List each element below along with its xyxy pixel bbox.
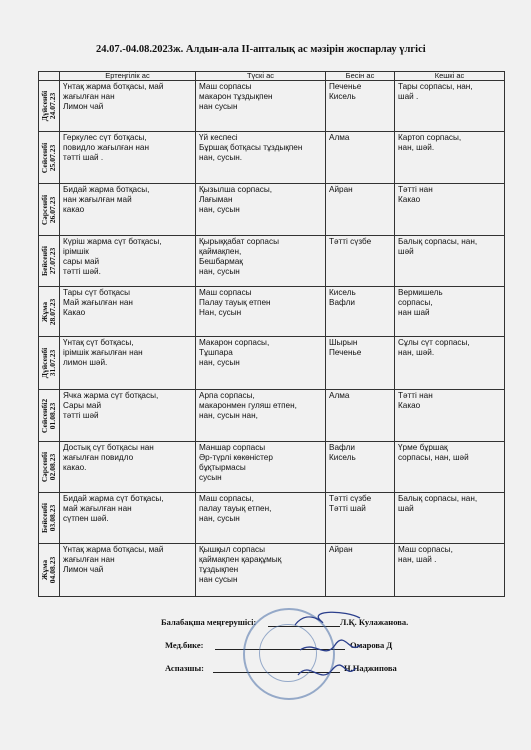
- dinner-line: шай: [398, 504, 414, 513]
- handwritten-signature: [290, 600, 370, 690]
- lunch-line: Маш сорпасы: [199, 288, 252, 297]
- snack-line: Печенье: [329, 82, 362, 91]
- lunch-cell: [196, 236, 326, 287]
- dinner-line: Үрме бұршақ: [398, 443, 448, 452]
- breakfast-line: Үнтақ жарма ботқасы, май: [63, 82, 164, 91]
- breakfast-line: Бидай жарма ботқасы,: [63, 185, 150, 194]
- snack-line: Тәтті сүзбе: [329, 237, 372, 246]
- snack-cell: [326, 81, 395, 132]
- dinner-cell: [395, 493, 505, 544]
- lunch-line: қаймақпен қарақұмық: [199, 555, 282, 564]
- snack-cell: [326, 236, 395, 287]
- lunch-line: қаймақпен,: [199, 247, 242, 256]
- breakfast-line: Үнтақ сүт ботқасы,: [63, 338, 134, 347]
- lunch-line: Тұшпара: [199, 348, 233, 357]
- breakfast-line: жағылған нан: [63, 92, 115, 101]
- day-cell: [39, 287, 60, 337]
- breakfast-line: жағылған нан: [63, 555, 115, 564]
- day-date: 01.08.23: [48, 402, 57, 429]
- dinner-cell: [395, 236, 505, 287]
- dinner-line: Тары сорпасы, нан,: [398, 82, 473, 91]
- lunch-line: Қызылша сорпасы,: [199, 185, 273, 194]
- dinner-line: Тәтті нан: [398, 185, 433, 194]
- snack-cell: [326, 287, 395, 337]
- breakfast-cell: [60, 544, 196, 597]
- table-row: [39, 337, 505, 390]
- dinner-cell: [395, 337, 505, 390]
- lunch-line: нан сусын: [199, 102, 238, 111]
- day-date: 24.07.23: [48, 92, 57, 120]
- breakfast-line: Үнтақ жарма ботқасы, май: [63, 545, 164, 554]
- breakfast-line: Ячка жарма сүт ботқасы,: [63, 391, 159, 400]
- day-date: 02.08.23: [48, 453, 57, 481]
- day-label: [41, 194, 57, 224]
- breakfast-line: лимон шәй.: [63, 358, 108, 367]
- dinner-line: Маш сорпасы,: [398, 545, 453, 554]
- breakfast-line: повидло жағылған нан: [63, 143, 149, 152]
- dinner-line: нан, шәй.: [398, 143, 435, 152]
- dinner-line: Балық сорпасы, нан,: [398, 494, 478, 503]
- day-cell: [39, 390, 60, 442]
- lunch-cell: [196, 132, 326, 184]
- snack-cell: [326, 390, 395, 442]
- lunch-cell: [196, 544, 326, 597]
- breakfast-cell: [60, 81, 196, 132]
- day-label: [41, 246, 57, 276]
- breakfast-line: Тары сүт ботқасы: [63, 288, 131, 297]
- day-name: Сәрсенбі: [40, 451, 49, 483]
- table-row: [39, 287, 505, 337]
- breakfast-line: май жағылған нан: [63, 504, 132, 513]
- day-name: Дүйсенбі: [40, 90, 49, 122]
- dinner-cell: [395, 81, 505, 132]
- snack-line: Алма: [329, 133, 350, 142]
- lunch-line: макарон тұздықпен: [199, 92, 273, 101]
- header-snack: Бесін ас: [326, 72, 395, 81]
- dinner-line: Вермишель: [398, 288, 443, 297]
- dinner-line: нан шай: [398, 308, 430, 317]
- breakfast-line: сүтпен шәй.: [63, 514, 109, 523]
- table-row: [39, 184, 505, 236]
- lunch-line: нан, сусын.: [199, 153, 243, 162]
- day-name: Дүйсенбі: [40, 347, 49, 379]
- lunch-line: Нан, сусын: [199, 308, 242, 317]
- snack-line: Кисель: [329, 92, 356, 101]
- snack-cell: [326, 442, 395, 493]
- snack-line: Вафли: [329, 443, 355, 452]
- signature-role-cook: Аспазшы:: [165, 663, 204, 673]
- lunch-cell: [196, 287, 326, 337]
- day-date: 31.07.23: [48, 349, 57, 377]
- table-row: [39, 390, 505, 442]
- lunch-cell: [196, 493, 326, 544]
- breakfast-line: Достық сүт ботқасы нан: [63, 443, 154, 452]
- day-label: [41, 91, 57, 122]
- dinner-cell: [395, 390, 505, 442]
- signature-name-cook: Н.Наджипова: [344, 663, 397, 673]
- breakfast-line: Бидай жарма сүт ботқасы,: [63, 494, 164, 503]
- breakfast-cell: [60, 337, 196, 390]
- day-name: Жұма: [40, 301, 49, 322]
- signature-role-head: Балабақша меңгерушісі:: [161, 617, 257, 627]
- lunch-line: Маншар сорпасы: [199, 443, 266, 452]
- dinner-line: Какао: [398, 401, 421, 410]
- lunch-line: Маш сорпасы,: [199, 494, 254, 503]
- lunch-line: Бұршақ ботқасы тұздықпен: [199, 143, 303, 152]
- breakfast-line: тәтті шәй.: [63, 267, 101, 276]
- day-name: Жұма: [40, 559, 49, 581]
- lunch-line: Үй кеспесі: [199, 133, 238, 142]
- day-name: Сейсенбі: [40, 142, 49, 173]
- day-label: [41, 452, 57, 482]
- dinner-cell: [395, 132, 505, 184]
- snack-line: Кисель: [329, 288, 356, 297]
- breakfast-cell: [60, 390, 196, 442]
- day-label: [41, 503, 57, 533]
- breakfast-cell: [60, 184, 196, 236]
- day-cell: [39, 493, 60, 544]
- lunch-line: нан, сусын: [199, 358, 240, 367]
- breakfast-cell: [60, 442, 196, 493]
- lunch-line: нан, сусын: [199, 205, 240, 214]
- day-label: [41, 557, 57, 584]
- lunch-line: Қышқыл сорпасы: [199, 545, 265, 554]
- dinner-line: Картоп сорпасы,: [398, 133, 462, 142]
- day-name: Бейсенбі: [40, 503, 49, 533]
- day-date: 25.07.23: [48, 144, 57, 171]
- lunch-line: Арпа сорпасы,: [199, 391, 255, 400]
- breakfast-cell: [60, 493, 196, 544]
- snack-line: Тәтті шай: [329, 504, 366, 513]
- breakfast-line: Сары май: [63, 401, 102, 410]
- day-cell: [39, 184, 60, 236]
- lunch-line: палау тауық етпен,: [199, 504, 272, 513]
- lunch-line: макаронмен гуляш етпен,: [199, 401, 297, 410]
- lunch-line: Палау тауық етпен: [199, 298, 271, 307]
- day-label: [41, 142, 57, 172]
- breakfast-cell: [60, 287, 196, 337]
- table-row: [39, 132, 505, 184]
- snack-cell: [326, 184, 395, 236]
- dinner-cell: [395, 184, 505, 236]
- snack-line: Вафли: [329, 298, 355, 307]
- signature-name-head: Л.Қ. Кулажанова.: [340, 617, 409, 627]
- breakfast-line: сары май: [63, 257, 100, 266]
- breakfast-line: Лимон чай: [63, 102, 104, 111]
- lunch-line: нан, сусын нан,: [199, 411, 258, 420]
- breakfast-cell: [60, 132, 196, 184]
- document-title: 24.07.-04.08.2023ж. Алдын-ала II-апталық ас мәзірін жоспарлау үлгісі: [96, 44, 426, 55]
- lunch-cell: [196, 81, 326, 132]
- lunch-line: Маш сорпасы: [199, 82, 252, 91]
- breakfast-line: Май жағылған нан: [63, 298, 133, 307]
- dinner-line: Балық сорпасы, нан,: [398, 237, 478, 246]
- snack-line: Печенье: [329, 348, 362, 357]
- dinner-cell: [395, 544, 505, 597]
- table-header-row: [39, 72, 505, 81]
- snack-cell: [326, 493, 395, 544]
- breakfast-line: жағылған повидло: [63, 453, 134, 462]
- day-date: 28.07.23: [48, 298, 57, 325]
- lunch-line: Бешбармақ: [199, 257, 243, 266]
- dinner-line: Тәтті нан: [398, 391, 433, 400]
- lunch-cell: [196, 390, 326, 442]
- day-cell: [39, 337, 60, 390]
- day-name: Бейсенбі: [40, 246, 49, 276]
- snack-cell: [326, 544, 395, 597]
- lunch-cell: [196, 184, 326, 236]
- menu-table: [38, 71, 505, 597]
- dinner-line: Какао: [398, 195, 421, 204]
- day-date: 27.07.23: [48, 247, 57, 275]
- day-label: [41, 348, 57, 379]
- breakfast-line: Какао: [63, 308, 86, 317]
- header-lunch: Түскі ас: [196, 72, 326, 81]
- breakfast-line: ірімшік жағылған нан: [63, 348, 143, 357]
- day-date: 26.07.23: [48, 196, 57, 223]
- breakfast-line: какао: [63, 205, 85, 214]
- snack-line: Кисель: [329, 453, 356, 462]
- day-cell: [39, 236, 60, 287]
- day-date: 03.08.23: [48, 504, 57, 532]
- breakfast-line: Лимон чай: [63, 565, 104, 574]
- dinner-line: нан, шәй.: [398, 348, 435, 357]
- lunch-line: нан сусын: [199, 575, 238, 584]
- snack-line: Алма: [329, 391, 350, 400]
- breakfast-line: ірімшік: [63, 247, 89, 256]
- day-label: [41, 298, 57, 325]
- day-cell: [39, 81, 60, 132]
- breakfast-line: тәтті шәй: [63, 411, 99, 420]
- dinner-line: Сұлы сүт сорпасы,: [398, 338, 470, 347]
- day-name: Сәрсенбі: [40, 194, 49, 225]
- snack-line: Шырын: [329, 338, 358, 347]
- day-cell: [39, 132, 60, 184]
- lunch-line: Әр-түрлі көкөністер: [199, 453, 273, 462]
- table-row: [39, 81, 505, 132]
- lunch-line: бұқтырмасы: [199, 463, 246, 472]
- lunch-line: сусын: [199, 473, 222, 482]
- dinner-line: сорпасы,: [398, 298, 433, 307]
- day-name: Сейсенбі2: [40, 398, 49, 433]
- breakfast-line: какао.: [63, 463, 87, 472]
- lunch-line: Қырыққабат сорпасы: [199, 237, 279, 246]
- snack-line: Айран: [329, 185, 353, 194]
- table-row: [39, 236, 505, 287]
- signature-name-nurse: Омарова Д: [350, 640, 393, 650]
- lunch-cell: [196, 337, 326, 390]
- header-dinner: Кешкі ас: [395, 72, 505, 81]
- breakfast-line: Геркулес сүт ботқасы,: [63, 133, 147, 142]
- lunch-line: нан, сусын: [199, 267, 240, 276]
- dinner-line: шәй: [398, 247, 414, 256]
- dinner-cell: [395, 442, 505, 493]
- snack-line: Айран: [329, 545, 353, 554]
- dinner-line: сорпасы, нан, шәй: [398, 453, 469, 462]
- table-row: [39, 544, 505, 597]
- lunch-line: нан, сусын: [199, 514, 240, 523]
- breakfast-line: тәтті шай .: [63, 153, 104, 162]
- dinner-line: шай .: [398, 92, 419, 101]
- snack-cell: [326, 132, 395, 184]
- breakfast-line: Күріш жарма сүт ботқасы,: [63, 237, 162, 246]
- lunch-line: Макарон сорпасы,: [199, 338, 270, 347]
- table-row: [39, 493, 505, 544]
- snack-line: Тәтті сүзбе: [329, 494, 372, 503]
- lunch-cell: [196, 442, 326, 493]
- day-cell: [39, 544, 60, 597]
- breakfast-cell: [60, 236, 196, 287]
- header-day: [39, 72, 60, 81]
- snack-cell: [326, 337, 395, 390]
- day-cell: [39, 442, 60, 493]
- lunch-line: тұздықпен: [199, 565, 239, 574]
- header-breakfast: Ертеңгілік ас: [60, 72, 196, 81]
- day-label: [41, 398, 57, 432]
- table-row: [39, 442, 505, 493]
- day-date: 04.08.23: [48, 556, 57, 584]
- dinner-line: нан, шай .: [398, 555, 437, 564]
- dinner-cell: [395, 287, 505, 337]
- breakfast-line: нан жағылған май: [63, 195, 132, 204]
- lunch-line: Лағыман: [199, 195, 233, 204]
- signature-role-nurse: Мед.бике:: [165, 640, 204, 650]
